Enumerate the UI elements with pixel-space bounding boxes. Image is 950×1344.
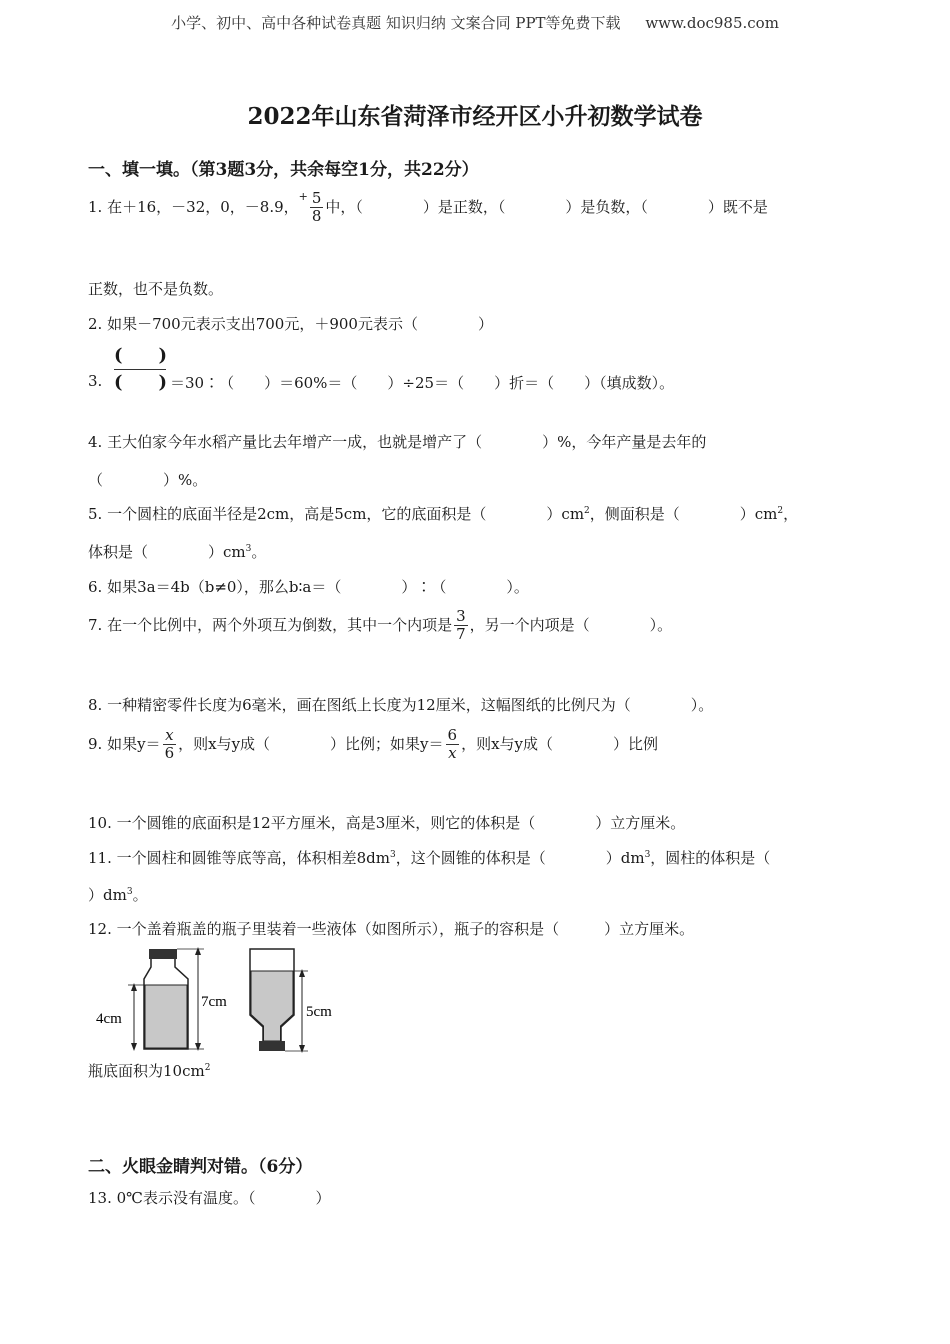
q5-text-d: 体积是（ ）cm [88,543,246,561]
q1-sign: + [298,190,308,203]
q11-sup-2: 3 [644,850,651,860]
question-11 [88,847,770,868]
q1-frac-num: 5 [311,189,322,207]
q3-text: ＝30∶（ ）＝60%＝（ ）÷25＝（ ）折＝（ ）（填成数）。 [170,374,675,392]
q3-fraction [114,345,166,394]
label-5cm: 5cm [306,1004,332,1020]
q7-frac-num: 3 [456,607,466,625]
dim-5cm-arrow-bottom [299,1045,305,1053]
q9-f1-num: x [163,727,177,745]
question-5 [88,503,798,524]
q9-f1-den: 6 [164,744,175,763]
inverted-bottle [250,949,308,1053]
q9-text-a: 9. 如果y＝ [88,734,161,753]
upright-bottle-cap [149,949,177,959]
q1-text-c: 正数，也不是负数。 [88,280,224,298]
question-11-cont [88,884,148,905]
q9-f2-den: x [448,744,457,763]
q1-text-a: 1. 在＋16，－32，0，－8.9， [88,197,299,216]
q11-text-a: 11. 一个圆柱和圆锥等底等高，体积相差8dm [88,849,390,867]
section-2-title: 二、火眼金睛判对错。（6分） [88,1157,313,1177]
q7-text-a: 7. 在一个比例中，两个外项互为倒数，其中一个内项是 [88,615,453,634]
inverted-bottle-liquid [251,971,293,1041]
question-12: 12. 一个盖着瓶盖的瓶子里装着一些液体（如图所示），瓶子的容积是（ ）立方厘米。 [88,920,695,938]
q11-sup-3: 3 [126,887,133,897]
q3-paren-top: ( ) [114,345,168,366]
label-7cm: 7cm [201,994,227,1010]
page-title: 2022年山东省菏泽市经开区小升初数学试卷 [247,103,703,130]
q11-sup-1: 3 [390,850,396,860]
question-7 [88,608,672,644]
q9-text-b: ，则x与y成（ ）比例；如果y＝ [178,734,444,753]
dim-4cm-arrow-bottom [131,1043,137,1051]
q5-text-b: ，侧面积是（ ）cm [589,505,778,523]
q9-fraction-1 [163,727,177,763]
dim-7cm-arrow-top [195,947,201,955]
q5-text-a: 5. 一个圆柱的底面半径是2cm，高是5cm，它的底面积是（ ）cm [88,505,585,523]
header-url[interactable]: www.doc985.com [645,14,779,32]
question-8: 8. 一种精密零件长度为6毫米，画在图纸上长度为12厘米，这幅图纸的比例尺为（ ）。 [88,696,714,714]
q1-frac-den: 8 [311,207,322,226]
question-5-cont [88,541,266,562]
q3-number: 3. [88,372,103,390]
q3-paren-bot: ( ) [114,372,168,393]
dim-7cm-arrow-bottom [195,1043,201,1051]
label-4cm: 4cm [96,1011,122,1027]
q11-text-b: ，这个圆锥的体积是（ ）dm [395,849,645,867]
q11-text-c: ，圆柱的体积是（ [650,849,771,867]
q5-sup-3: 3 [245,544,252,554]
q11-text-e: 。 [132,886,148,904]
upright-bottle-liquid [145,985,187,1048]
q9-text-c: ，则x与y成（ ）比例 [461,734,659,753]
question-4-cont: （ ）%。 [88,471,208,489]
q7-text-b: ，另一个内项是（ ）。 [469,615,673,634]
section-1-title: 一、填一填。（第3题3分，共余每空1分，共22分） [88,160,479,180]
question-10: 10. 一个圆锥的底面积是12平方厘米，高是3厘米，则它的体积是（ ）立方厘米。 [88,814,686,832]
q7-fraction [454,608,468,644]
caption-sup: 2 [204,1063,211,1073]
question-9 [88,727,658,763]
upright-bottle [128,947,204,1051]
header-left-text: 小学、初中、高中各种试卷真题 知识归纳 文案合同 PPT等免费下载 [171,14,621,32]
q11-text-d: ）dm [88,886,127,904]
inverted-bottle-cap [259,1041,285,1051]
q9-fraction-2 [446,727,460,763]
q1-text-b: 中，（ ）是正数，（ ）是负数，（ ）既不是 [325,197,768,216]
q9-f2-num: 6 [447,726,458,744]
question-6: 6. 如果3a＝4b（b≠0），那么b∶a＝（ ）∶（ ）。 [88,578,529,596]
question-13: 13. 0℃表示没有温度。（ ） [88,1189,331,1207]
caption-text: 瓶底面积为10cm [88,1062,205,1080]
question-1 [88,190,768,226]
q5-text-e: 。 [251,543,267,561]
dim-5cm-arrow-top [299,969,305,977]
dim-4cm-arrow-top [131,983,137,991]
q3-fraction-line [114,369,166,370]
question-4: 4. 王大伯家今年水稻产量比去年增产一成，也就是增产了（ ）%，今年产量是去年的 [88,433,707,451]
figure-caption [88,1060,210,1081]
question-2: 2. 如果－700元表示支出700元，＋900元表示（ ） [88,315,493,333]
page-header [0,12,950,33]
q1-fraction [310,190,324,226]
q5-sup-1: 2 [584,506,590,516]
q5-text-c: ， [783,505,799,523]
q5-sup-2: 2 [777,506,784,516]
q7-frac-den: 7 [456,625,466,644]
